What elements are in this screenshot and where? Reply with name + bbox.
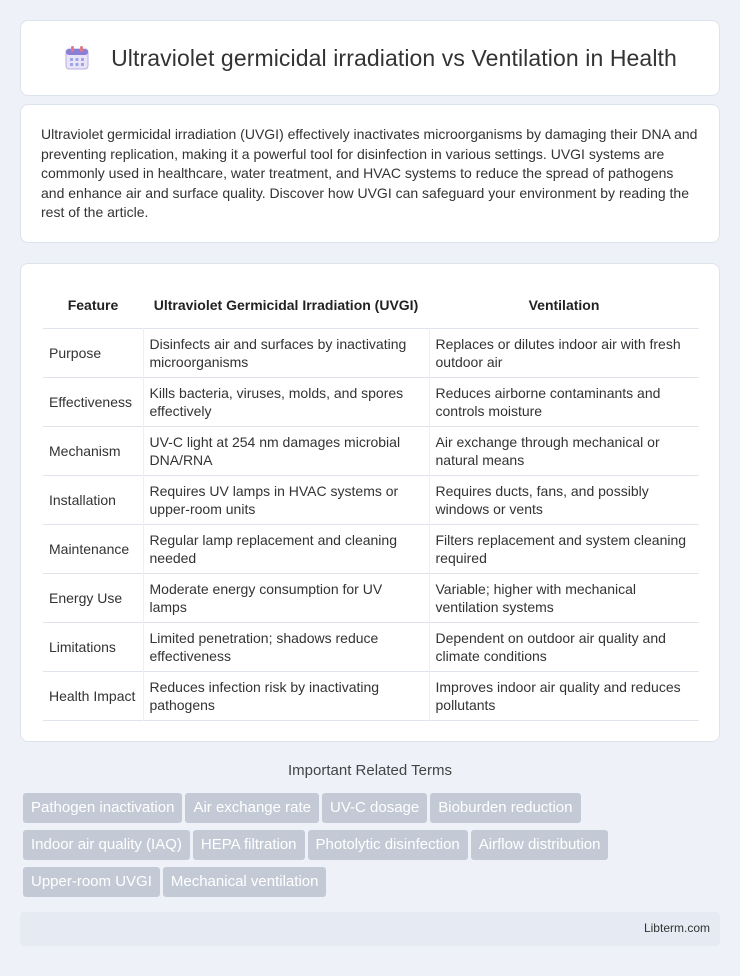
cell-uvgi: Limited penetration; shadows reduce effectiveness	[143, 622, 429, 671]
table-row	[43, 524, 699, 573]
cell-ventilation: Reduces airborne contaminants and controls moisture	[429, 377, 699, 426]
cell-uvgi: Reduces infection risk by inactivating pathogens	[143, 671, 429, 720]
cell-uvgi: UV-C light at 254 nm damages microbial DNA/RNA	[143, 426, 429, 475]
header-feature: Feature	[67, 297, 119, 314]
cell-ventilation: Filters replacement and system cleaning required	[429, 524, 699, 573]
related-term-tag[interactable]: Air exchange rate	[185, 793, 319, 823]
cell-ventilation: Air exchange through mechanical or natural means	[429, 426, 699, 475]
table-row	[43, 426, 699, 475]
footer-site[interactable]: Libterm.com	[643, 921, 710, 935]
cell-feature: Maintenance	[49, 540, 130, 557]
cell-uvgi: Requires UV lamps in HVAC systems or upper-room units	[143, 475, 429, 524]
cell-ventilation: Replaces or dilutes indoor air with fresh outdoor air	[429, 328, 699, 377]
cell-ventilation: Variable; higher with mechanical ventilation systems	[429, 573, 699, 622]
related-terms-list	[23, 793, 723, 904]
table-header-row	[43, 284, 699, 328]
cell-uvgi: Kills bacteria, viruses, molds, and spores effectively	[143, 377, 429, 426]
table-row	[43, 475, 699, 524]
table-row	[43, 328, 699, 377]
cell-uvgi: Moderate energy consumption for UV lamps	[143, 573, 429, 622]
cell-feature: Effectiveness	[49, 393, 133, 410]
header-uvgi: Ultraviolet Germicidal Irradiation (UVGI)	[153, 297, 419, 314]
cell-uvgi: Disinfects air and surfaces by inactivating microorganisms	[143, 328, 429, 377]
cell-feature: Health Impact	[49, 687, 136, 704]
intro-text: Ultraviolet germicidal irradiation (UVGI) effectively inactivates microorganisms by damaging their DNA and preventing replication, making it a powerful tool for disinfection in various settings. UVGI systems are commonly used in healthcare, water treatment, and HVAC systems to reduce the spread of pathogens and enhance air and surface quality. Discover how UVGI can safeguard your environment by reading the rest of the article.	[41, 126, 698, 220]
comparison-card	[20, 263, 720, 742]
related-term-tag[interactable]: Indoor air quality (IAQ)	[23, 830, 190, 860]
header-card	[20, 20, 720, 96]
cell-feature: Energy Use	[49, 589, 123, 606]
cell-uvgi: Regular lamp replacement and cleaning needed	[143, 524, 429, 573]
footer	[20, 912, 720, 946]
related-terms-title: Important Related Terms	[288, 762, 452, 779]
cell-feature: Installation	[49, 491, 116, 508]
related-term-tag[interactable]: Photolytic disinfection	[308, 830, 468, 860]
table-row	[43, 573, 699, 622]
calendar-icon	[63, 44, 91, 72]
cell-feature: Mechanism	[49, 442, 121, 459]
cell-feature: Purpose	[49, 344, 102, 361]
related-term-tag[interactable]: HEPA filtration	[193, 830, 305, 860]
header-ventilation: Ventilation	[528, 297, 600, 314]
cell-ventilation: Improves indoor air quality and reduces pollutants	[429, 671, 699, 720]
related-term-tag[interactable]: UV-C dosage	[322, 793, 427, 823]
cell-ventilation: Requires ducts, fans, and possibly windows or vents	[429, 475, 699, 524]
related-term-tag[interactable]: Pathogen inactivation	[23, 793, 182, 823]
intro-card	[20, 104, 720, 243]
related-term-tag[interactable]: Mechanical ventilation	[163, 867, 327, 897]
page-title: Ultraviolet germicidal irradiation vs Ventilation in Health	[111, 44, 677, 71]
table-row	[43, 622, 699, 671]
cell-ventilation: Dependent on outdoor air quality and climate conditions	[429, 622, 699, 671]
table-row	[43, 377, 699, 426]
table-row	[43, 671, 699, 720]
related-term-tag[interactable]: Airflow distribution	[471, 830, 609, 860]
related-term-tag[interactable]: Bioburden reduction	[430, 793, 580, 823]
cell-feature: Limitations	[49, 638, 116, 655]
comparison-table	[43, 284, 699, 721]
related-term-tag[interactable]: Upper-room UVGI	[23, 867, 160, 897]
